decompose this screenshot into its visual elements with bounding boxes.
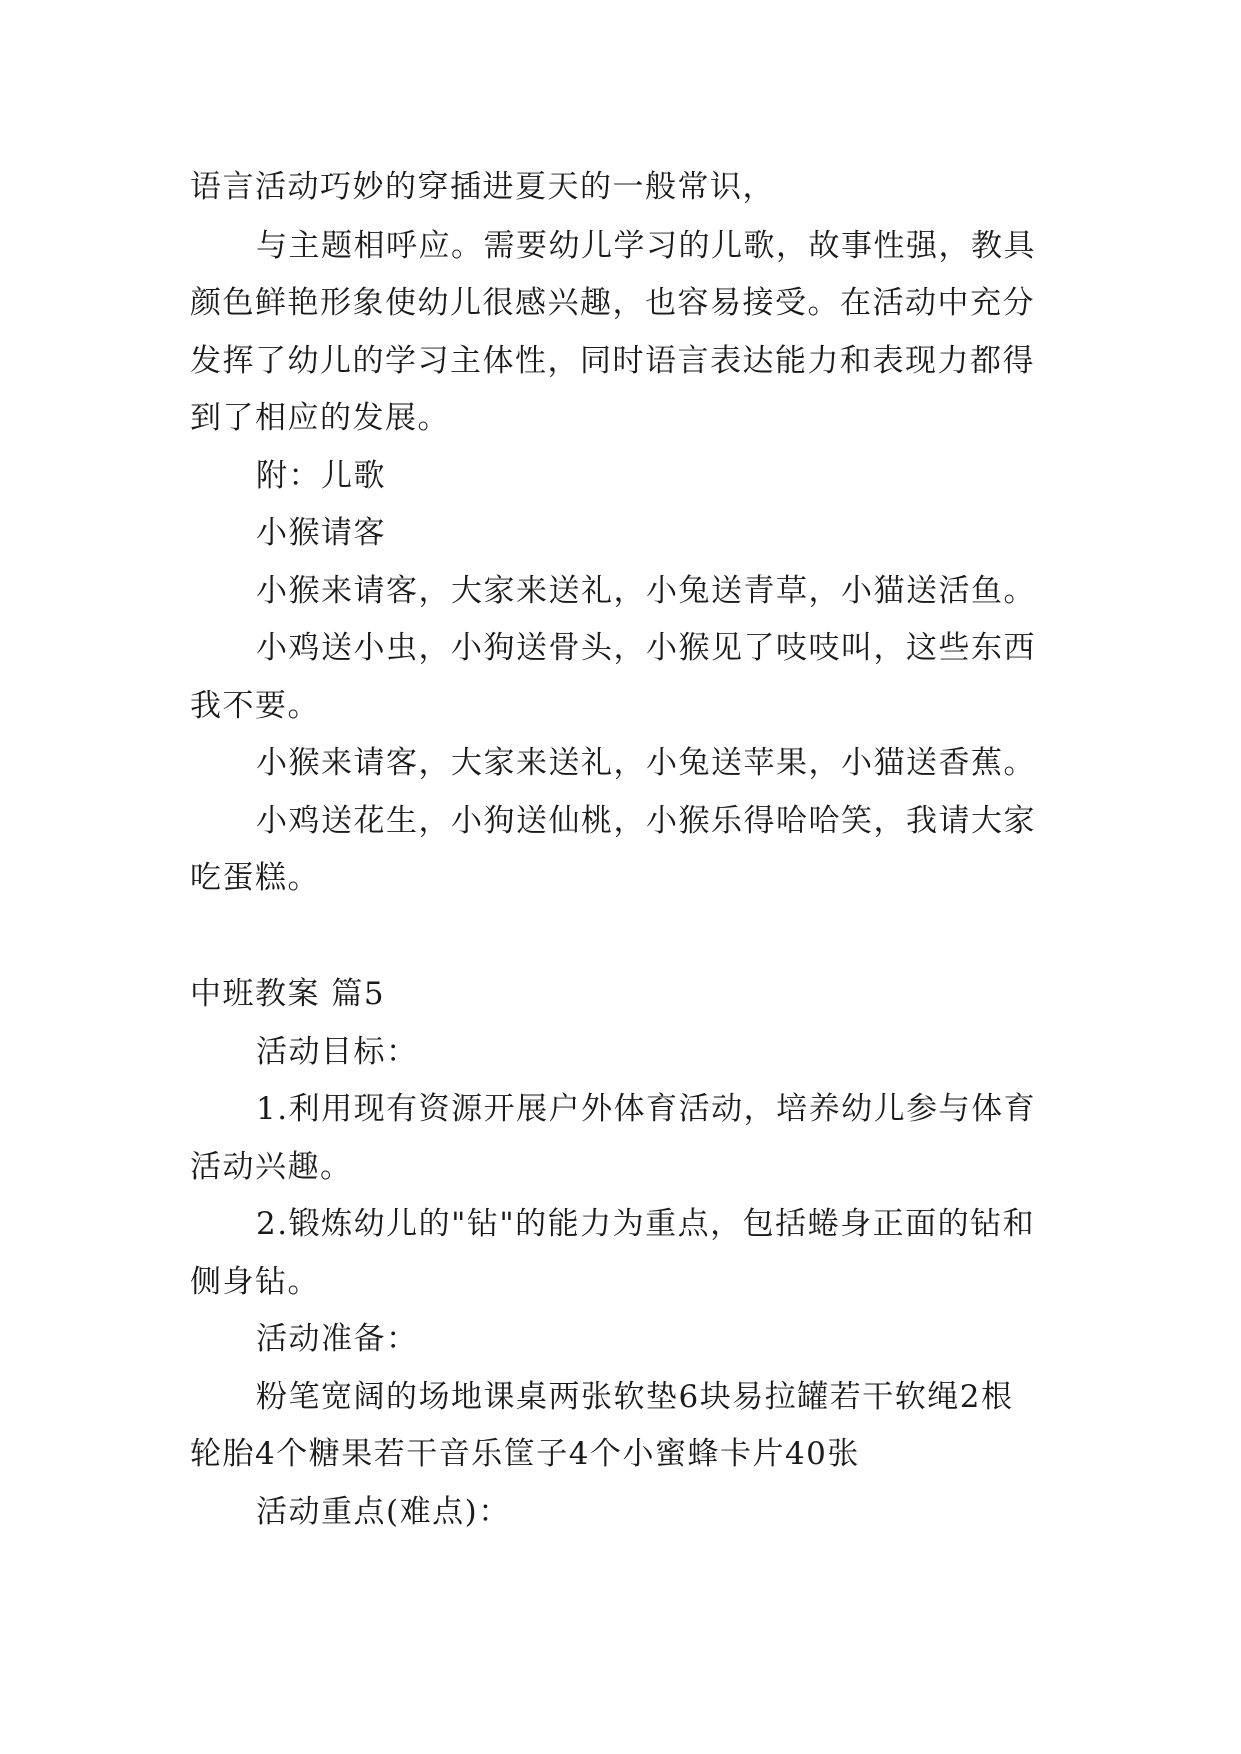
paragraph-line: 轮胎4个糖果若干音乐筐子4个小蜜蜂卡片40张 [190, 1436, 860, 1472]
song-line: 小猴来请客，大家来送礼，小兔送青草，小猫送活鱼。 [256, 573, 1036, 609]
paragraph-line: 2.锻炼幼儿的"钻"的能力为重点，包括蜷身正面的钻和 [256, 1206, 1036, 1242]
paragraph-line: 侧身钻。 [190, 1264, 320, 1300]
song-line: 我不要。 [190, 688, 320, 724]
paragraph-line: 与主题相呼应。需要幼儿学习的儿歌，故事性强，教具 [256, 228, 1036, 264]
subheading: 活动准备： [256, 1321, 419, 1357]
song-line: 吃蛋糕。 [190, 860, 320, 896]
song-title: 小猴请客 [256, 515, 386, 551]
paragraph-line: 语言活动巧妙的穿插进夏天的一般常识， [190, 169, 775, 205]
song-line: 小猴来请客，大家来送礼，小兔送苹果，小猫送香蕉。 [256, 745, 1036, 781]
subheading: 活动目标： [256, 1034, 419, 1070]
paragraph-line: 1.利用现有资源开展户外体育活动，培养幼儿参与体育 [256, 1091, 1037, 1127]
paragraph-line: 颜色鲜艳形象使幼儿很感兴趣，也容易接受。在活动中充分 [190, 285, 1035, 321]
appendix-label: 附：儿歌 [256, 458, 386, 494]
subheading: 活动重点(难点)： [256, 1494, 511, 1530]
paragraph-line: 发挥了幼儿的学习主体性，同时语言表达能力和表现力都得 [190, 343, 1035, 379]
paragraph-line: 到了相应的发展。 [190, 400, 450, 436]
song-line: 小鸡送小虫，小狗送骨头，小猴见了吱吱叫，这些东西 [256, 630, 1036, 666]
paragraph-line: 粉笔宽阔的场地课桌两张软垫6块易拉罐若干软绳2根 [256, 1379, 1014, 1415]
song-line: 小鸡送花生，小狗送仙桃，小猴乐得哈哈笑，我请大家 [256, 803, 1036, 839]
section-heading: 中班教案 篇5 [190, 976, 386, 1012]
paragraph-line: 活动兴趣。 [190, 1149, 353, 1185]
